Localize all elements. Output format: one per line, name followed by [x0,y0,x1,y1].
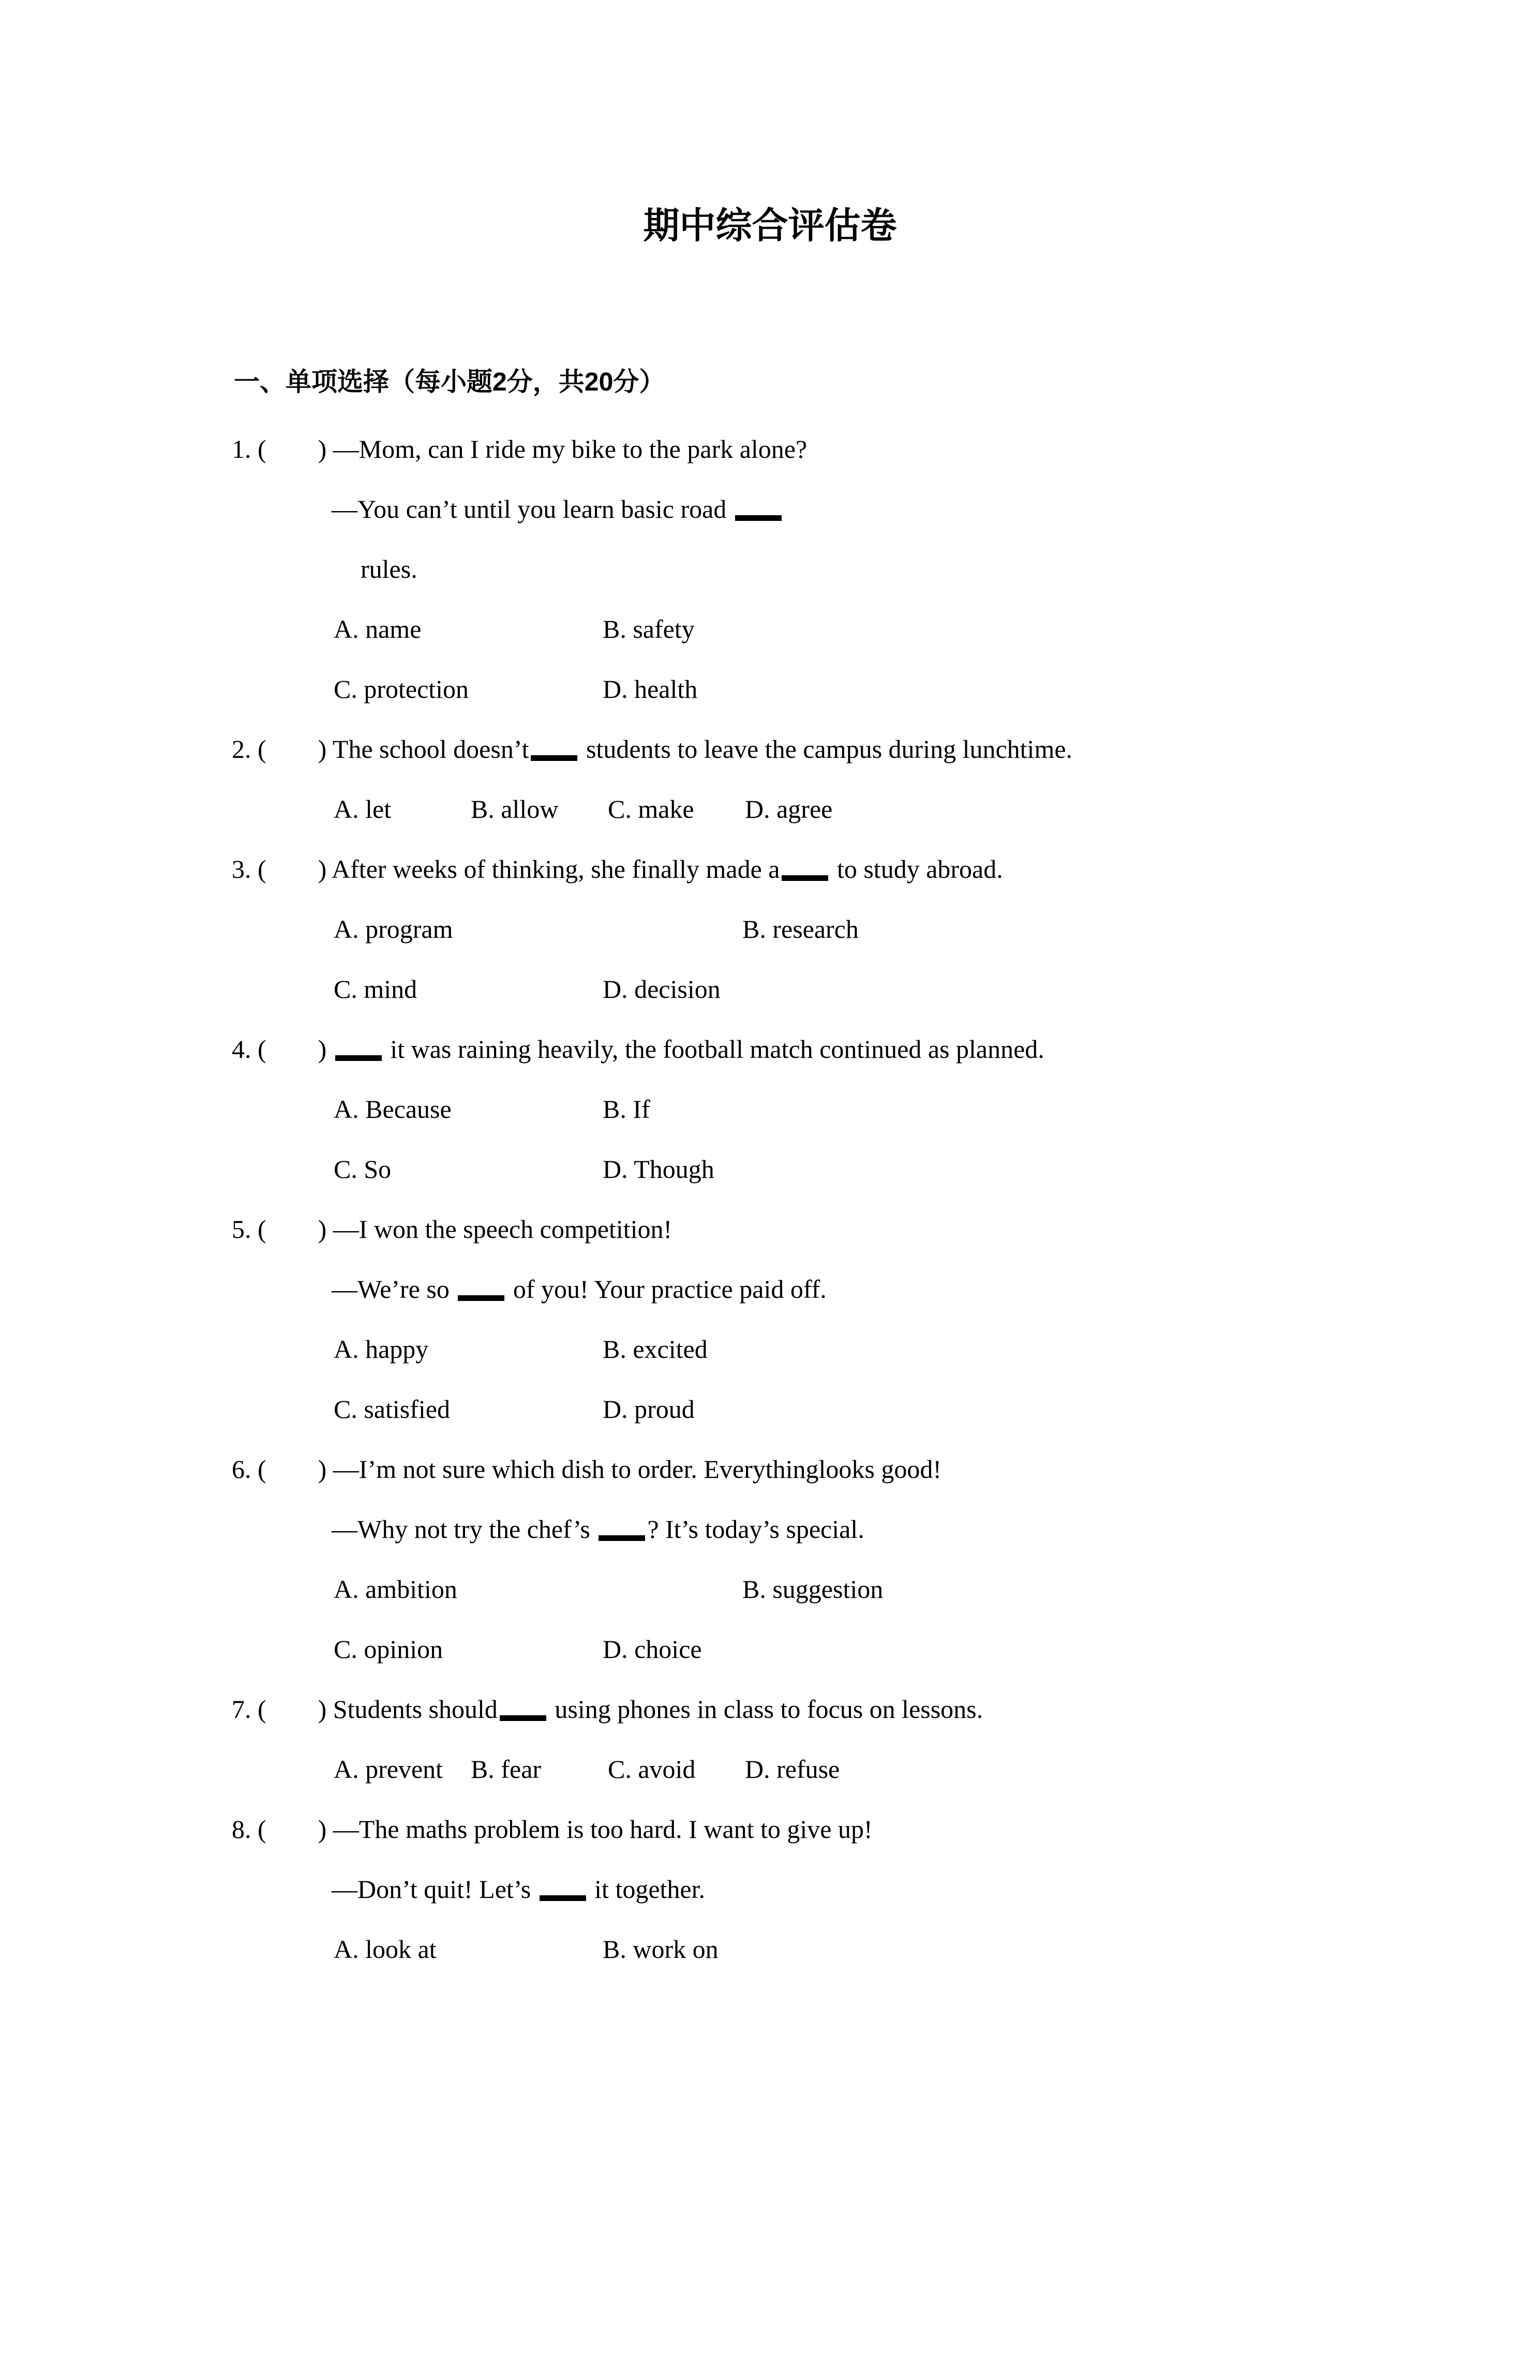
option-a: A. Because [334,1095,452,1124]
option-d: D. agree [745,795,833,824]
question-4-stem: 4. ( ) it was raining heavily, the football match continued as planned. [232,1035,1044,1064]
answer-blank [458,1295,504,1301]
answer-blank [531,755,577,761]
question-6-reply: —Why not try the chef’s ? It’s today’s special. [332,1515,864,1544]
option-a: A. program [334,915,453,944]
question-1-reply: —You can’t until you learn basic road [0,479,1540,539]
option-d: D. Though [603,1155,714,1184]
option-b: B. excited [603,1335,708,1364]
answer-blank [540,1895,586,1901]
option-c: C. make [608,795,694,824]
question-8-options-ab [0,1919,1540,1979]
question-2-options [0,779,1540,839]
question-6-options-ab [0,1559,1540,1619]
option-c: C. So [334,1155,392,1184]
option-a: A. look at [334,1935,437,1964]
option-b: B. suggestion [742,1575,884,1604]
question-3-stem: 3. ( ) After weeks of thinking, she finally made a to study abroad. [232,855,1003,884]
question-3-options-ab [0,899,1540,959]
page-title: 期中综合评估卷 [643,205,897,246]
option-c: C. opinion [334,1635,443,1664]
option-b: B. safety [603,615,695,643]
question-8-reply: —Don’t quit! Let’s it together. [332,1875,705,1904]
answer-blank [335,1055,382,1061]
option-a: A. name [334,615,422,643]
question-5-options-ab [0,1319,1540,1379]
question-5-stem: 5. ( ) —I won the speech competition! [232,1215,672,1244]
question-1-stem: 1. ( ) —Mom, can I ride my bike to the park alone? [232,435,808,463]
question-8-stem: 8. ( ) —The maths problem is too hard. I want to give up! [232,1815,873,1844]
option-a: A. prevent [334,1755,443,1784]
option-b: B. work on [603,1935,719,1964]
question-6-stem: 6. ( ) —I’m not sure which dish to order. Everythinglooks good! [232,1455,942,1484]
question-7-stem: 7. ( ) Students should using phones in class to focus on lessons. [232,1695,983,1724]
answer-blank [735,515,782,521]
option-b: B. research [742,915,859,944]
option-d: D. proud [603,1395,695,1424]
question-7-options [0,1739,1540,1799]
option-a: A. ambition [334,1575,457,1604]
question-1-options-cd [0,659,1540,719]
option-c: C. mind [334,975,417,1004]
option-d: D. choice [603,1635,702,1664]
option-b: B. fear [471,1755,542,1784]
option-d: D. decision [603,975,721,1004]
option-d: D. health [603,675,698,703]
question-1-options-ab [0,599,1540,659]
question-4-options-cd [0,1139,1540,1199]
answer-blank [500,1715,546,1721]
option-c: C. avoid [608,1755,696,1784]
section-heading: 一、单项选择（每小题2分，共20分） [234,367,665,396]
option-c: C. satisfied [334,1395,450,1424]
option-c: C. protection [334,675,469,703]
question-3-options-cd [0,959,1540,1019]
option-a: A. let [334,795,392,824]
option-d: D. refuse [745,1755,840,1784]
question-5-reply: —We’re so of you! Your practice paid off. [332,1275,827,1304]
option-b: B. If [603,1095,650,1124]
option-a: A. happy [334,1335,429,1364]
question-2-stem: 2. ( ) The school doesn’t students to leave the campus during lunchtime. [232,735,1073,764]
exam-page [0,202,1540,2380]
question-6-options-cd [0,1619,1540,1679]
answer-blank [599,1535,645,1541]
answer-blank [782,875,828,881]
question-1-reply-tail: rules. [361,555,417,583]
question-list [0,419,1540,1979]
question-4-options-ab [0,1079,1540,1139]
option-b: B. allow [471,795,559,824]
question-5-options-cd [0,1379,1540,1439]
